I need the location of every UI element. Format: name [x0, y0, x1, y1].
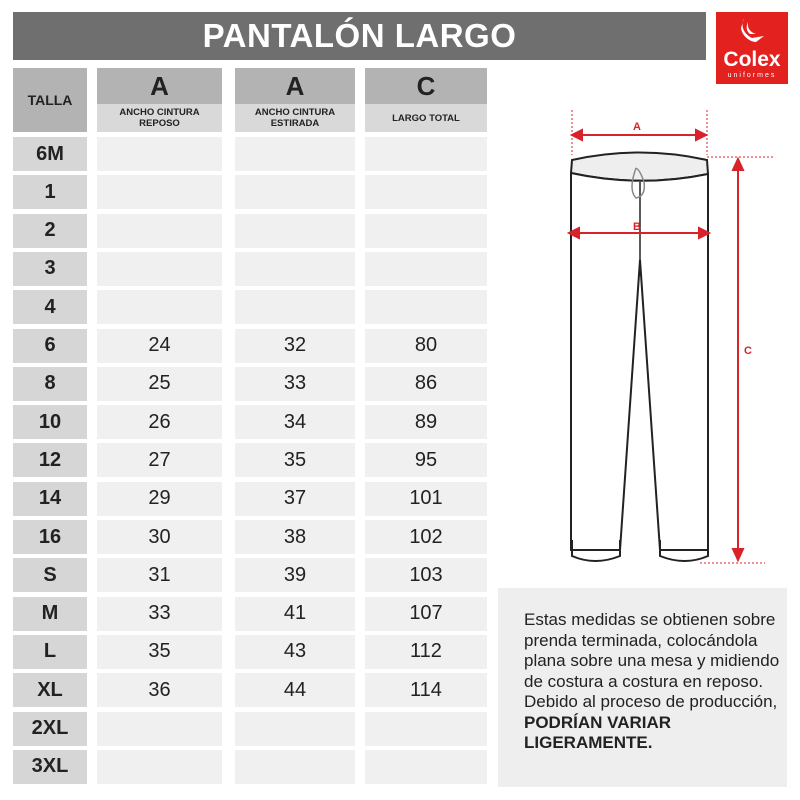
- size-label: 1: [13, 175, 87, 209]
- measurement-cell: [235, 214, 355, 248]
- colex-logo: [716, 12, 788, 84]
- measurement-cell: 43: [235, 635, 355, 669]
- measurement-cell: 39: [235, 558, 355, 592]
- measurement-cell: 25: [97, 367, 222, 401]
- measurement-cell: [365, 252, 487, 286]
- measurement-cell: 95: [365, 443, 487, 477]
- note-warning: PODRÍAN VARIAR LIGERAMENTE.: [524, 712, 672, 752]
- measurement-cell: [365, 214, 487, 248]
- measurement-cell: [365, 175, 487, 209]
- size-label: 3XL: [13, 750, 87, 784]
- measurement-cell: 38: [235, 520, 355, 554]
- label-b: B: [633, 221, 641, 233]
- logo-brand: Colex: [723, 48, 781, 71]
- size-label: 10: [13, 405, 87, 439]
- column-label: LARGO TOTAL: [365, 104, 487, 132]
- measurement-cell: 103: [365, 558, 487, 592]
- measurement-cell: 107: [365, 597, 487, 631]
- measurement-cell: [365, 137, 487, 171]
- pants-outline: [571, 153, 708, 562]
- measurement-cell: 101: [365, 482, 487, 516]
- size-label: 6M: [13, 137, 87, 171]
- measurement-cell: 102: [365, 520, 487, 554]
- measurement-cell: [235, 175, 355, 209]
- measurement-note: [498, 588, 787, 787]
- size-label: M: [13, 597, 87, 631]
- measurement-cell: 112: [365, 635, 487, 669]
- measurement-cell: [97, 175, 222, 209]
- column-label: ANCHO CINTURA REPOSO: [97, 104, 222, 132]
- measurement-cell: 30: [97, 520, 222, 554]
- measurement-cell: 31: [97, 558, 222, 592]
- measurement-cell: [235, 750, 355, 784]
- size-label: 14: [13, 482, 87, 516]
- measurement-cell: [97, 252, 222, 286]
- measurement-cell: 33: [235, 367, 355, 401]
- measurement-cell: 80: [365, 329, 487, 363]
- measurement-cell: 41: [235, 597, 355, 631]
- measurement-cell: [97, 214, 222, 248]
- size-label: 4: [13, 290, 87, 324]
- measurement-cell: [97, 712, 222, 746]
- column-letter: A: [235, 68, 355, 104]
- measurement-cell: 44: [235, 673, 355, 707]
- measurement-cell: 36: [97, 673, 222, 707]
- measurement-cell: 27: [97, 443, 222, 477]
- wing-icon: [738, 16, 768, 48]
- measurement-cell: 89: [365, 405, 487, 439]
- measurement-cell: [365, 750, 487, 784]
- measurement-cell: [365, 290, 487, 324]
- column-letter: A: [97, 68, 222, 104]
- column-label: ANCHO CINTURA ESTIRADA: [235, 104, 355, 132]
- size-label: 8: [13, 367, 87, 401]
- size-label: 6: [13, 329, 87, 363]
- measurement-cell: 37: [235, 482, 355, 516]
- measurement-cell: [235, 252, 355, 286]
- measurement-cell: 32: [235, 329, 355, 363]
- measurement-cell: 114: [365, 673, 487, 707]
- size-label: L: [13, 635, 87, 669]
- measurement-cell: 86: [365, 367, 487, 401]
- measurement-cell: [97, 750, 222, 784]
- note-text: Estas medidas se obtienen sobre prenda terminada, colocándola plana sobre una mesa y midiendo de costura a costura en reposo. Debido al proceso de producción,: [524, 610, 780, 711]
- measurement-cell: [235, 290, 355, 324]
- measurement-cell: 35: [235, 443, 355, 477]
- label-a: A: [633, 121, 641, 133]
- size-label: XL: [13, 673, 87, 707]
- size-label: S: [13, 558, 87, 592]
- talla-header: TALLA: [13, 68, 87, 132]
- measurement-cell: 35: [97, 635, 222, 669]
- measurement-cell: [97, 290, 222, 324]
- size-label: 2: [13, 214, 87, 248]
- size-label: 3: [13, 252, 87, 286]
- logo-subtitle: uniformes: [727, 72, 777, 79]
- measurement-cell: 26: [97, 405, 222, 439]
- size-label: 16: [13, 520, 87, 554]
- measurement-cell: [235, 137, 355, 171]
- measurement-cell: [235, 712, 355, 746]
- label-c: C: [744, 345, 752, 357]
- measurement-cell: [97, 137, 222, 171]
- measurement-cell: 24: [97, 329, 222, 363]
- measurement-cell: 29: [97, 482, 222, 516]
- page-title: PANTALÓN LARGO: [13, 12, 706, 60]
- measurement-cell: [365, 712, 487, 746]
- pants-diagram: [540, 110, 780, 580]
- measurement-cell: 34: [235, 405, 355, 439]
- measurement-cell: 33: [97, 597, 222, 631]
- size-label: 2XL: [13, 712, 87, 746]
- size-label: 12: [13, 443, 87, 477]
- column-letter: C: [365, 68, 487, 104]
